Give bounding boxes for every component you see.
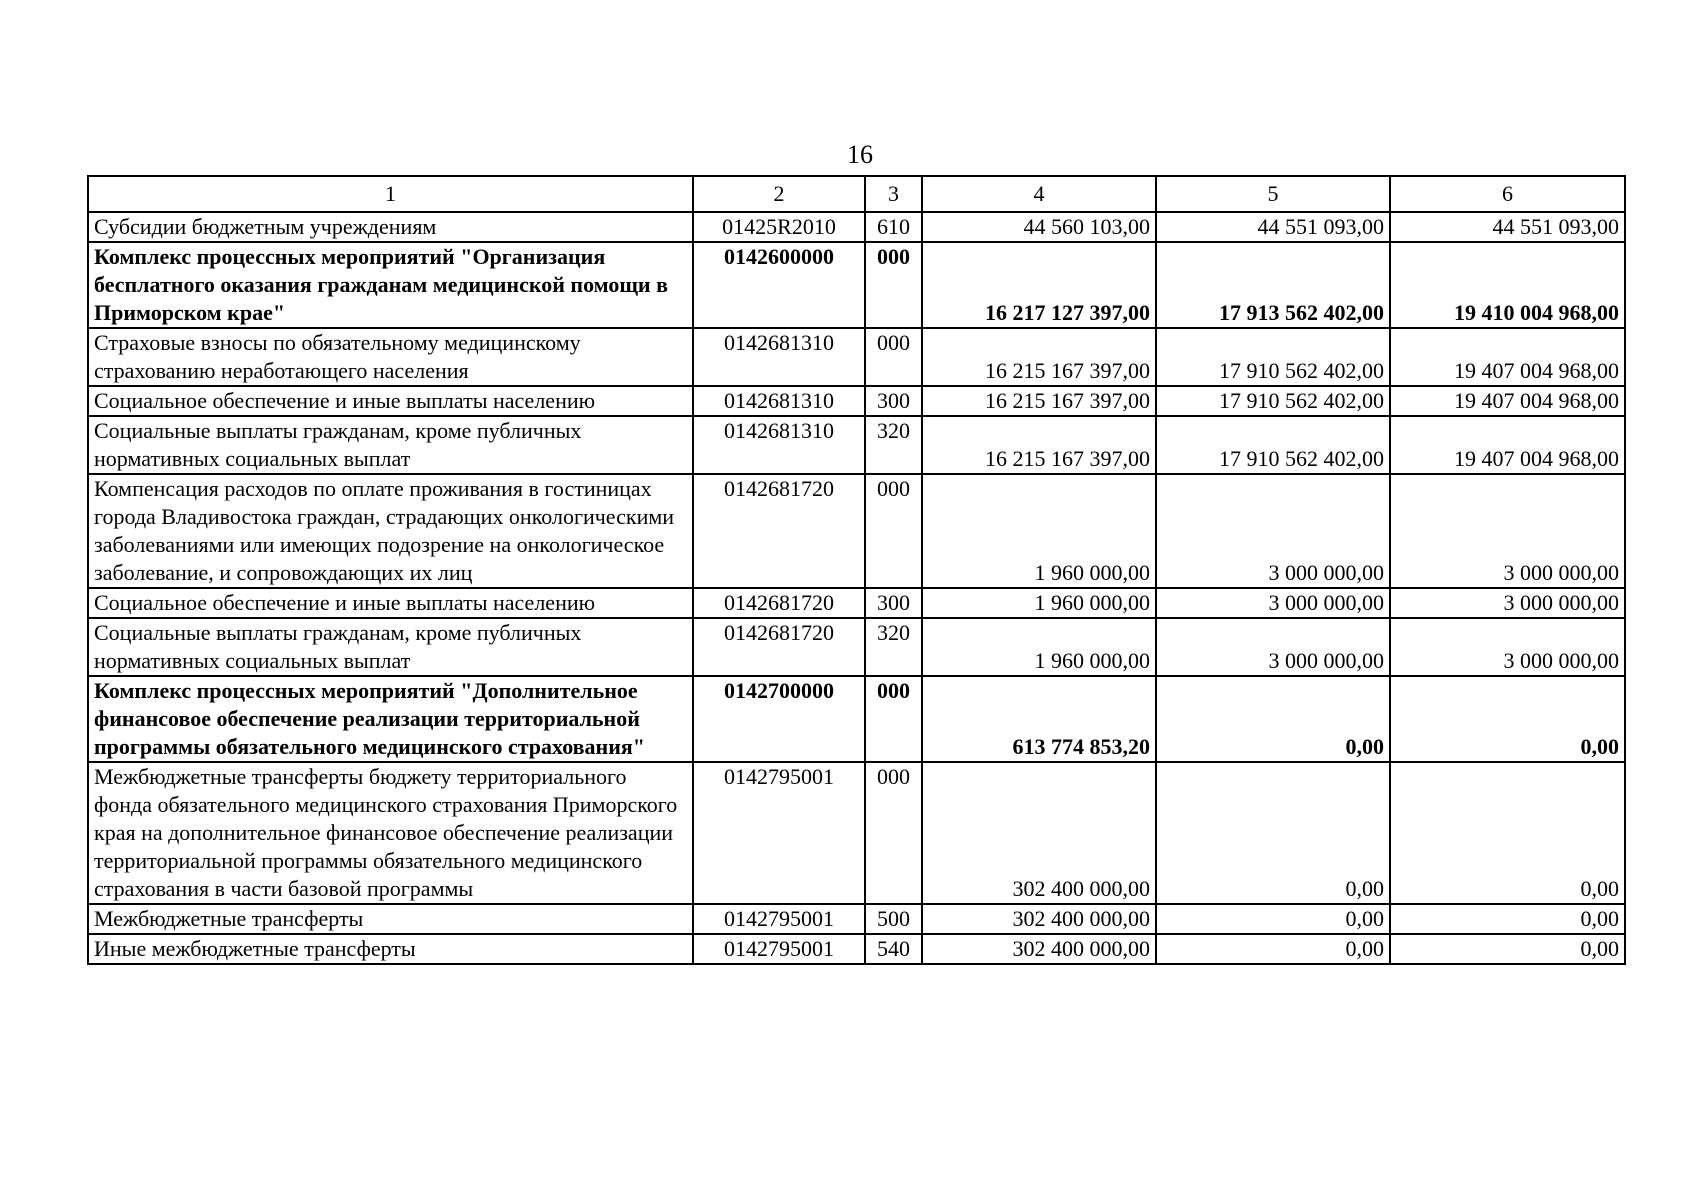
row-amount-col4-cell: 44 560 103,00 bbox=[922, 212, 1156, 242]
row-amount-col5-cell: 17 910 562 402,00 bbox=[1156, 386, 1390, 416]
row-expense-type-cell: 320 bbox=[865, 618, 922, 676]
column-header: 1 bbox=[88, 176, 693, 212]
table-row bbox=[88, 618, 1625, 676]
column-header: 6 bbox=[1390, 176, 1625, 212]
row-amount-col6-cell: 19 410 004 968,00 bbox=[1390, 242, 1625, 328]
row-name-cell: Комплекс процессных мероприятий "Организация бесплатного оказания гражданам медицинской помощи в Приморском крае" bbox=[88, 242, 693, 328]
row-amount-col6-cell: 19 407 004 968,00 bbox=[1390, 386, 1625, 416]
column-header: 5 bbox=[1156, 176, 1390, 212]
row-amount-col6-cell: 19 407 004 968,00 bbox=[1390, 416, 1625, 474]
row-amount-col5-cell: 44 551 093,00 bbox=[1156, 212, 1390, 242]
row-expense-type-cell: 000 bbox=[865, 474, 922, 588]
row-code-cell: 0142681310 bbox=[693, 416, 865, 474]
row-code-cell: 0142681720 bbox=[693, 618, 865, 676]
row-amount-col5-cell: 3 000 000,00 bbox=[1156, 474, 1390, 588]
column-header: 3 bbox=[865, 176, 922, 212]
row-name-cell: Субсидии бюджетным учреждениям bbox=[88, 212, 693, 242]
row-amount-col4-cell: 1 960 000,00 bbox=[922, 618, 1156, 676]
column-header: 2 bbox=[693, 176, 865, 212]
row-code-cell: 0142795001 bbox=[693, 904, 865, 934]
row-expense-type-cell: 540 bbox=[865, 934, 922, 964]
row-code-cell: 0142795001 bbox=[693, 934, 865, 964]
row-code-cell: 0142681310 bbox=[693, 328, 865, 386]
row-amount-col5-cell: 0,00 bbox=[1156, 904, 1390, 934]
table-header-row bbox=[88, 176, 1625, 212]
row-amount-col4-cell: 302 400 000,00 bbox=[922, 904, 1156, 934]
row-name-cell: Компенсация расходов по оплате проживания в гостиницах города Владивостока граждан, страдающих онкологическими заболеваниями или имеющих подозрение на онкологическое заболевание, и сопровождающих их лиц bbox=[88, 474, 693, 588]
table-row bbox=[88, 934, 1625, 964]
row-name-cell: Социальное обеспечение и иные выплаты населению bbox=[88, 588, 693, 618]
row-code-cell: 0142681720 bbox=[693, 474, 865, 588]
row-amount-col4-cell: 16 215 167 397,00 bbox=[922, 328, 1156, 386]
row-amount-col5-cell: 17 910 562 402,00 bbox=[1156, 416, 1390, 474]
row-amount-col5-cell: 3 000 000,00 bbox=[1156, 618, 1390, 676]
row-amount-col5-cell: 0,00 bbox=[1156, 676, 1390, 762]
row-amount-col4-cell: 1 960 000,00 bbox=[922, 474, 1156, 588]
row-code-cell: 0142681720 bbox=[693, 588, 865, 618]
row-amount-col5-cell: 17 910 562 402,00 bbox=[1156, 328, 1390, 386]
page-number: 16 bbox=[847, 140, 873, 169]
row-code-cell: 0142795001 bbox=[693, 762, 865, 904]
row-amount-col5-cell: 17 913 562 402,00 bbox=[1156, 242, 1390, 328]
row-amount-col6-cell: 3 000 000,00 bbox=[1390, 618, 1625, 676]
row-amount-col6-cell: 0,00 bbox=[1390, 762, 1625, 904]
row-code-cell: 01425R2010 bbox=[693, 212, 865, 242]
budget-table bbox=[87, 175, 1626, 965]
row-expense-type-cell: 300 bbox=[865, 588, 922, 618]
column-header: 4 bbox=[922, 176, 1156, 212]
row-amount-col6-cell: 3 000 000,00 bbox=[1390, 588, 1625, 618]
row-code-cell: 0142700000 bbox=[693, 676, 865, 762]
row-expense-type-cell: 000 bbox=[865, 242, 922, 328]
table-row bbox=[88, 588, 1625, 618]
row-amount-col5-cell: 3 000 000,00 bbox=[1156, 588, 1390, 618]
row-amount-col6-cell: 0,00 bbox=[1390, 934, 1625, 964]
table-row bbox=[88, 416, 1625, 474]
row-amount-col4-cell: 16 215 167 397,00 bbox=[922, 416, 1156, 474]
row-amount-col4-cell: 613 774 853,20 bbox=[922, 676, 1156, 762]
row-expense-type-cell: 610 bbox=[865, 212, 922, 242]
table-row bbox=[88, 212, 1625, 242]
row-amount-col4-cell: 1 960 000,00 bbox=[922, 588, 1156, 618]
table-row bbox=[88, 328, 1625, 386]
row-name-cell: Межбюджетные трансферты bbox=[88, 904, 693, 934]
row-name-cell: Страховые взносы по обязательному медицинскому страхованию неработающего населения bbox=[88, 328, 693, 386]
row-name-cell: Социальные выплаты гражданам, кроме публичных нормативных социальных выплат bbox=[88, 618, 693, 676]
row-amount-col6-cell: 0,00 bbox=[1390, 904, 1625, 934]
row-amount-col4-cell: 302 400 000,00 bbox=[922, 762, 1156, 904]
table-row bbox=[88, 386, 1625, 416]
row-expense-type-cell: 500 bbox=[865, 904, 922, 934]
row-amount-col4-cell: 16 217 127 397,00 bbox=[922, 242, 1156, 328]
table-row bbox=[88, 242, 1625, 328]
table-row bbox=[88, 676, 1625, 762]
row-amount-col6-cell: 44 551 093,00 bbox=[1390, 212, 1625, 242]
row-name-cell: Межбюджетные трансферты бюджету территориального фонда обязательного медицинского страхования Приморского края на дополнительное финансовое обеспечение реализации территориальной программы обязательного медицинского страхования в части базовой программы bbox=[88, 762, 693, 904]
row-expense-type-cell: 300 bbox=[865, 386, 922, 416]
table-row bbox=[88, 762, 1625, 904]
row-expense-type-cell: 320 bbox=[865, 416, 922, 474]
row-name-cell: Социальные выплаты гражданам, кроме публичных нормативных социальных выплат bbox=[88, 416, 693, 474]
row-amount-col6-cell: 0,00 bbox=[1390, 676, 1625, 762]
row-name-cell: Социальное обеспечение и иные выплаты населению bbox=[88, 386, 693, 416]
row-expense-type-cell: 000 bbox=[865, 762, 922, 904]
row-amount-col5-cell: 0,00 bbox=[1156, 934, 1390, 964]
row-amount-col6-cell: 3 000 000,00 bbox=[1390, 474, 1625, 588]
row-amount-col4-cell: 16 215 167 397,00 bbox=[922, 386, 1156, 416]
row-name-cell: Иные межбюджетные трансферты bbox=[88, 934, 693, 964]
row-expense-type-cell: 000 bbox=[865, 676, 922, 762]
row-amount-col5-cell: 0,00 bbox=[1156, 762, 1390, 904]
row-amount-col6-cell: 19 407 004 968,00 bbox=[1390, 328, 1625, 386]
row-amount-col4-cell: 302 400 000,00 bbox=[922, 934, 1156, 964]
row-code-cell: 0142681310 bbox=[693, 386, 865, 416]
table-row bbox=[88, 904, 1625, 934]
table-row bbox=[88, 474, 1625, 588]
row-code-cell: 0142600000 bbox=[693, 242, 865, 328]
row-expense-type-cell: 000 bbox=[865, 328, 922, 386]
row-name-cell: Комплекс процессных мероприятий "Дополнительное финансовое обеспечение реализации территориальной программы обязательного медицинского страхования" bbox=[88, 676, 693, 762]
